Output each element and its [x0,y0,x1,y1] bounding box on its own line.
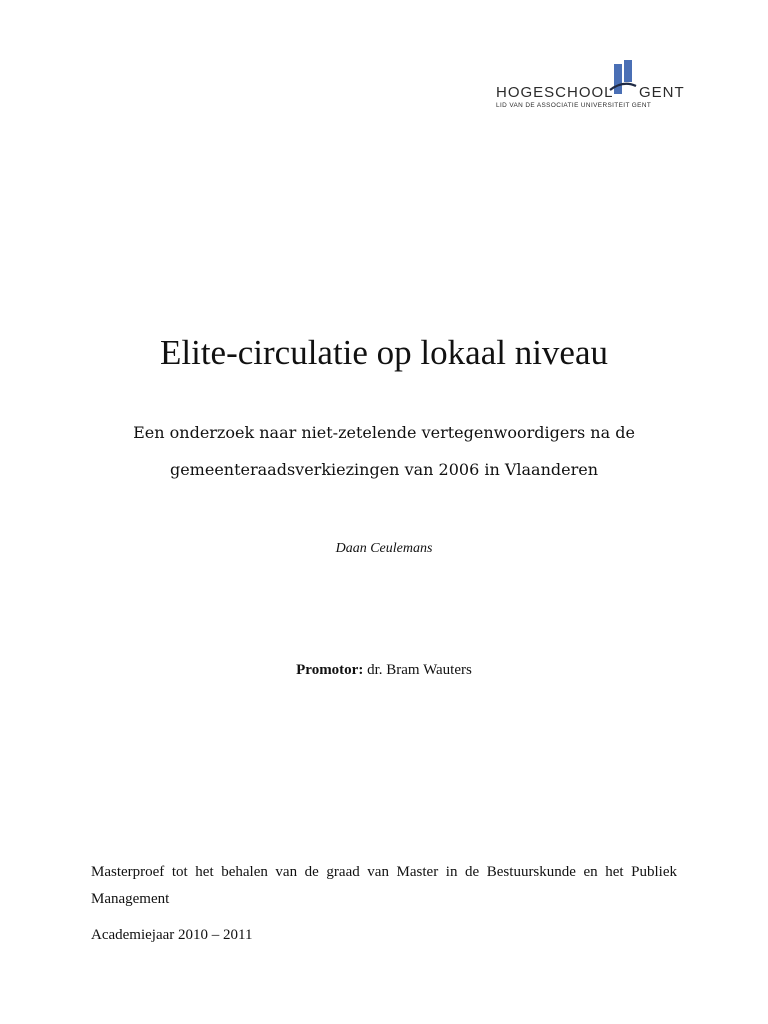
document-subtitle: Een onderzoek naar niet-zetelende vertegenwoordigers na de gemeenteraadsverkiezingen van 2006 in Vlaanderen [133,423,635,479]
author-name: Daan Ceulemans [335,541,433,556]
promotor-label: Promotor: [296,662,364,678]
promotor-line [0,662,768,679]
school-logo [496,60,686,112]
degree-statement: Masterproef tot het behalen van de graad van Master in de Bestuurskunde en het Publiek Management [91,864,677,907]
academic-year: Academiejaar 2010 – 2011 [91,927,253,943]
logo-name-right: GENT [639,84,685,101]
promotor-name: dr. Bram Wauters [367,662,472,678]
logo-name-left: HOGESCHOOL [496,84,614,101]
document-title: Elite-circulatie op lokaal niveau [160,333,608,372]
logo-subtitle: LID VAN DE ASSOCIATIE UNIVERSITEIT GENT [496,102,652,109]
